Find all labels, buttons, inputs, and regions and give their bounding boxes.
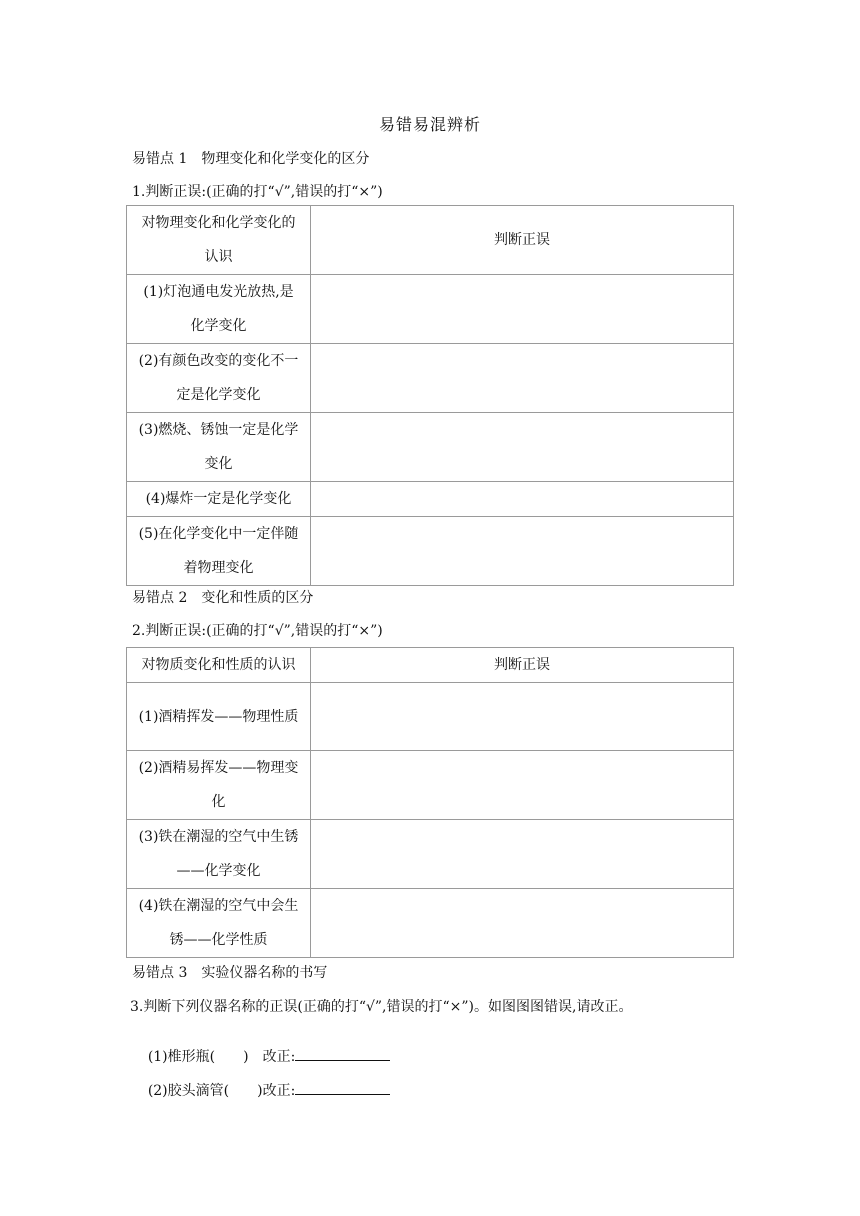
table-row (127, 820, 734, 889)
statement-cell: (3)铁在潮湿的空气中生锈——化学变化 (127, 820, 311, 889)
answer-cell[interactable] (311, 889, 734, 958)
correction-blank[interactable] (295, 1046, 390, 1061)
section1-prompt: 1.判断正误:(正确的打“√”,错误的打“×”) (132, 184, 383, 200)
section1-heading: 易错点 1 物理变化和化学变化的区分 (132, 151, 370, 167)
section3-prompt: 3.判断下列仪器名称的正误(正确的打“√”,错误的打“×”)。如图图图错误,请改正。 (130, 999, 633, 1015)
statement-cell: (4)爆炸一定是化学变化 (127, 482, 311, 517)
table-header-cell: 对物理变化和化学变化的认识 (127, 206, 311, 275)
answer-cell[interactable] (311, 683, 734, 751)
answer-cell[interactable] (311, 751, 734, 820)
section2-table (126, 647, 734, 958)
statement-cell: (4)铁在潮湿的空气中会生锈——化学性质 (127, 889, 311, 958)
section2-heading: 易错点 2 变化和性质的区分 (132, 590, 314, 606)
answer-item-label: (2)胶头滴管( )改正: (147, 1083, 296, 1099)
table-row (127, 683, 734, 751)
answer-cell[interactable] (311, 482, 734, 517)
page-title: 易错易混辨析 (378, 115, 481, 134)
table-header-row (127, 648, 734, 683)
table-header-cell: 判断正误 (311, 206, 734, 275)
table-header-cell: 判断正误 (311, 648, 734, 683)
table-row (127, 517, 734, 586)
table-row (127, 482, 734, 517)
table-header-cell: 对物质变化和性质的认识 (127, 648, 311, 683)
table-row (127, 275, 734, 344)
answer-item (130, 1064, 390, 1116)
correction-blank[interactable] (295, 1080, 390, 1095)
answer-cell[interactable] (311, 275, 734, 344)
table-row (127, 413, 734, 482)
section1-table (126, 205, 734, 586)
statement-cell: (5)在化学变化中一定伴随着物理变化 (127, 517, 311, 586)
section3-heading: 易错点 3 实验仪器名称的书写 (132, 965, 328, 981)
table-header-row (127, 206, 734, 275)
table-row (127, 344, 734, 413)
statement-cell: (1)酒精挥发——物理性质 (127, 683, 311, 751)
section2-prompt: 2.判断正误:(正确的打“√”,错误的打“×”) (132, 623, 383, 639)
statement-cell: (2)酒精易挥发——物理变化 (127, 751, 311, 820)
table-row (127, 889, 734, 958)
answer-cell[interactable] (311, 413, 734, 482)
answer-cell[interactable] (311, 820, 734, 889)
table-row (127, 751, 734, 820)
answer-cell[interactable] (311, 517, 734, 586)
statement-cell: (1)灯泡通电发光放热,是化学变化 (127, 275, 311, 344)
answer-item-label: (1)椎形瓶( ) 改正: (147, 1049, 296, 1065)
answer-cell[interactable] (311, 344, 734, 413)
statement-cell: (2)有颜色改变的变化不一定是化学变化 (127, 344, 311, 413)
statement-cell: (3)燃烧、锈蚀一定是化学变化 (127, 413, 311, 482)
